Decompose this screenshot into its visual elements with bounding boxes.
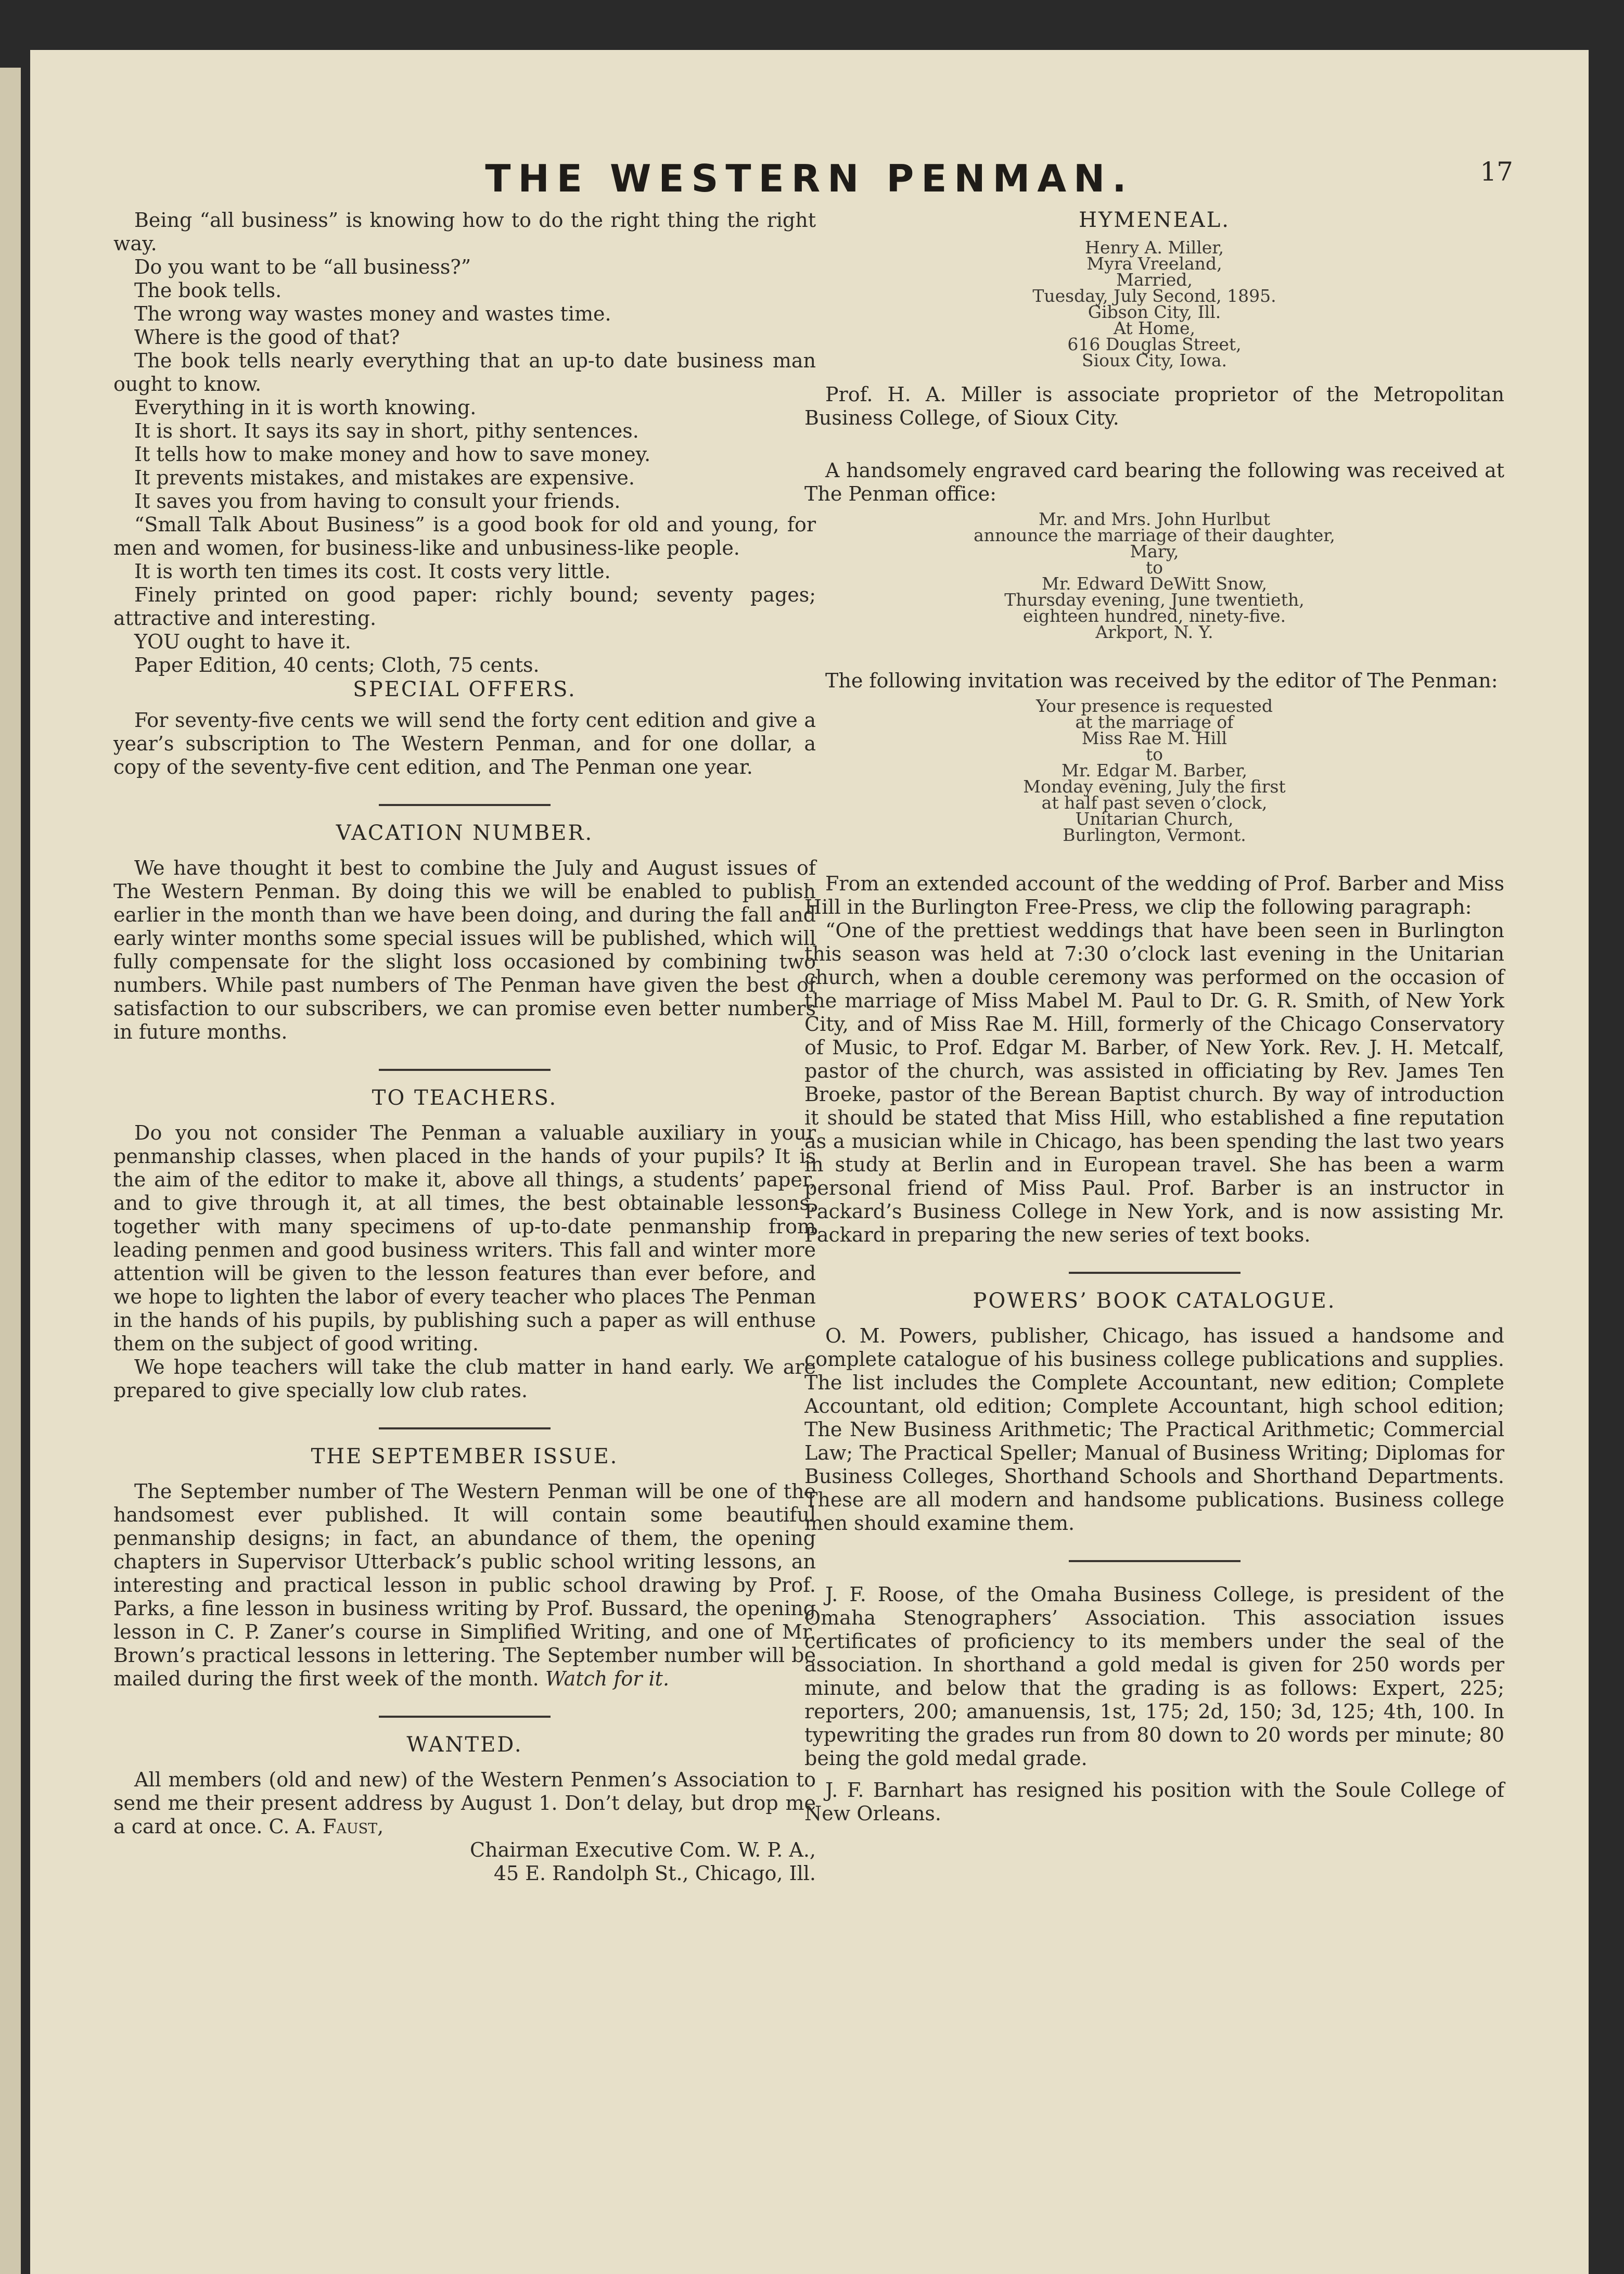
september-issue-heading: THE SEPTEMBER ISSUE. (311, 1445, 619, 1468)
to-teachers-text: We hope teachers will take the club matter in hand early. We are prepared to give specially low club rates. (113, 1356, 816, 1402)
section-divider (379, 804, 551, 806)
advert-line: The wrong way wastes money and wastes time. (134, 302, 611, 325)
advert-line: “Small Talk About Business” is a good book for old and young, for men and women, for business-like and unbusiness-like people. (113, 513, 816, 559)
powers-catalogue-text: O. M. Powers, publisher, Chicago, has issued a handsome and complete catalogue of his business college publications and supplies. The list includes the Complete Accountant, new edition; Complete Accountant, old edition; Complete Accountant, high school edition; The New Business Arithmetic; The Practical Arithmetic; Commercial Law; The Practical Speller; Manual of Business Writing; Diplomas for Business Colleges, Shorthand Schools and Shorthand Departments. These are all modern and handsome publications. Business college men should examine them. (804, 1324, 1504, 1535)
advert-line: YOU ought to have it. (134, 630, 351, 653)
miller-note: Prof. H. A. Miller is associate proprietor of the Metropolitan Business College, of Sioux City. (804, 383, 1504, 429)
signer-address: 45 E. Randolph St., Chicago, Ill. (493, 1862, 816, 1885)
adjacent-page-edge (0, 68, 21, 2274)
signer-title: Chairman Executive Com. W. P. A., (470, 1838, 816, 1861)
wanted-text: All members (old and new) of the Western Penmen’s Association to send me their present address by August 1. Don’t delay, but drop me a card at once. C. A. Faust, (113, 1768, 816, 1838)
advert-line: Paper Edition, 40 cents; Cloth, 75 cents. (134, 654, 540, 676)
advert-line: Being “all business” is knowing how to do the right thing the right way. (113, 209, 816, 255)
vacation-number-text: We have thought it best to combine the July and August issues of The Western Penman. By doing this we will be enabled to publish earlier in the month than we have been doing, and during the fall and early winter months some special issues will be published, which will fully compensate for the slight loss occasioned by combining two numbers. While past numbers of The Penman have given the best of satisfaction to our subscribers, we can promise even better numbers in future months. (113, 857, 816, 1043)
watch-for-it: Watch for it. (545, 1667, 670, 1690)
invitation-intro: The following invitation was received by the editor of The Penman: (825, 669, 1498, 692)
page (30, 50, 1589, 2274)
wedding-card-snow: Mr. and Mrs. John Hurlbut announce the marriage of their daughter, Mary, to Mr. Edward DeWitt Snow, Thursday evening, June twentieth, eighteen hundred, ninety-five. Arkport, N. Y. (974, 509, 1335, 642)
section-divider (1069, 1272, 1241, 1274)
advert-line: Everything in it is worth knowing. (134, 396, 477, 419)
special-offers-heading: SPECIAL OFFERS. (353, 678, 577, 701)
advert-line: The book tells. (134, 279, 282, 302)
page-number: 17 (1480, 157, 1513, 187)
advert-line: It is worth ten times its cost. It costs very little. (134, 560, 611, 583)
advert-line: Finely printed on good paper: richly bound; seventy pages; attractive and interesting. (113, 583, 816, 630)
advert-line: It saves you from having to consult your friends. (134, 490, 621, 513)
to-teachers-heading: TO TEACHERS. (372, 1086, 558, 1110)
wedding-invitation-barber: Your presence is requested at the marriage of Miss Rae M. Hill to Mr. Edgar M. Barber, Monday evening, July the first at half past seven o’clock, Unitarian Church, Burlington, Vermont. (1023, 696, 1286, 845)
right-column (804, 209, 1504, 1825)
masthead: THE WESTERN PENMAN. (485, 157, 1134, 200)
section-divider (1069, 1560, 1241, 1562)
wedding-account-text: “One of the prettiest weddings that have been seen in Burlington this season was held at 7:30 o’clock last evening in the Unitarian church, when a double ceremony was performed on the occasion of the marriage of Miss Mabel M. Paul to Dr. G. R. Smith, of New York City, and of Miss Rae M. Hill, formerly of the Chicago Conservatory of Music, to Prof. Edgar M. Barber, of New York. Rev. J. H. Metcalf, pastor of the church, was assisted in officiating by Rev. James Ten Broeke, pastor of the Berean Baptist church. By way of introduction it should be stated that Miss Hill, who established a fine reputation as a musician while in Chicago, has been spending the last two years in study at Berlin and in European travel. She has been a warm personal friend of Miss Paul. Prof. Barber is an instructor in Packard’s Business College in New York, and is now assisting Mr. Packard in preparing the new series of text books. (804, 919, 1504, 1246)
roose-note: J. F. Roose, of the Omaha Business College, is president of the Omaha Stenographers’ Association. This association issues certificates of proficiency to its members under the seal of the association. In shorthand a gold medal is given for 250 words per minute, and below that the grading is as follows: Expert, 225; reporters, 200; amanuensis, 1st, 175; 2d, 150; 3d, 125; 4th, 100. In typewriting the grades run from 80 down to 20 words per minute; 80 being the gold medal grade. (804, 1583, 1504, 1770)
vacation-number-heading: VACATION NUMBER. (336, 821, 594, 845)
special-offers-text: For seventy-five cents we will send the forty cent edition and give a year’s subscription to The Western Penman, and for one dollar, a copy of the seventy-five cent edition, and The Penman one year. (113, 709, 816, 778)
advert-line: Do you want to be “all business?” (134, 255, 471, 278)
september-issue-text: The September number of The Western Penman will be one of the handsomest ever published. It will contain some beautiful penmanship designs; in fact, an abundance of them, the opening chapters in Supervisor Utterback’s public school writing lessons, an interesting and practical lesson in public school drawing by Prof. Parks, a fine lesson in business writing by Prof. Bussard, the opening lesson in C. P. Zaner’s course in Simplified Writing, and one of Mr. Brown’s practical lessons in lettering. The September number will be mailed during the first week of the month. Watch for it. (113, 1480, 816, 1690)
to-teachers-text: Do you not consider The Penman a valuable auxiliary in your penmanship classes, when placed in the hands of your pupils? It is the aim of the editor to make it, above all things, a students’ paper, and to give through it, at all times, the best obtainable lessons, together with many specimens of up-to-date penmanship from leading penmen and good business writers. This fall and winter more attention will be given to the lesson features than ever before, and we hope to lighten the labor of every teacher who places The Penman in the hands of his pupils, by publishing such a paper as will enthuse them on the subject of good writing. (113, 1121, 816, 1355)
advert-line: It prevents mistakes, and mistakes are expensive. (134, 466, 635, 489)
section-divider (379, 1427, 551, 1429)
left-column (113, 209, 816, 1885)
section-divider (379, 1716, 551, 1718)
advert-line: Where is the good of that? (134, 326, 400, 349)
signer-name: C. A. Faust, (268, 1815, 384, 1838)
advert-line: It is short. It says its say in short, pithy sentences. (134, 419, 639, 442)
wanted-heading: WANTED. (406, 1733, 523, 1757)
advert-line: The book tells nearly everything that an up-to date business man ought to know. (113, 349, 816, 395)
section-divider (379, 1069, 551, 1071)
wedding-account-intro: From an extended account of the wedding of Prof. Barber and Miss Hill in the Burlington Free-Press, we clip the following paragraph: (804, 872, 1504, 918)
book-advert (113, 209, 816, 677)
advert-line: It tells how to make money and how to save money. (134, 443, 651, 466)
hymeneal-heading: HYMENEAL. (1079, 208, 1230, 232)
wedding-card-miller: Henry A. Miller, Myra Vreeland, Married, Tuesday, July Second, 1895. Gibson City, Ill. At Home, 616 Douglas Street, Sioux City, Iowa. (1032, 237, 1276, 371)
powers-catalogue-heading: POWERS’ BOOK CATALOGUE. (973, 1289, 1336, 1313)
engraved-card-intro: A handsomely engraved card bearing the following was received at The Penman office: (804, 459, 1504, 505)
barnhart-note: J. F. Barnhart has resigned his position with the Soule College of New Orleans. (804, 1779, 1504, 1825)
